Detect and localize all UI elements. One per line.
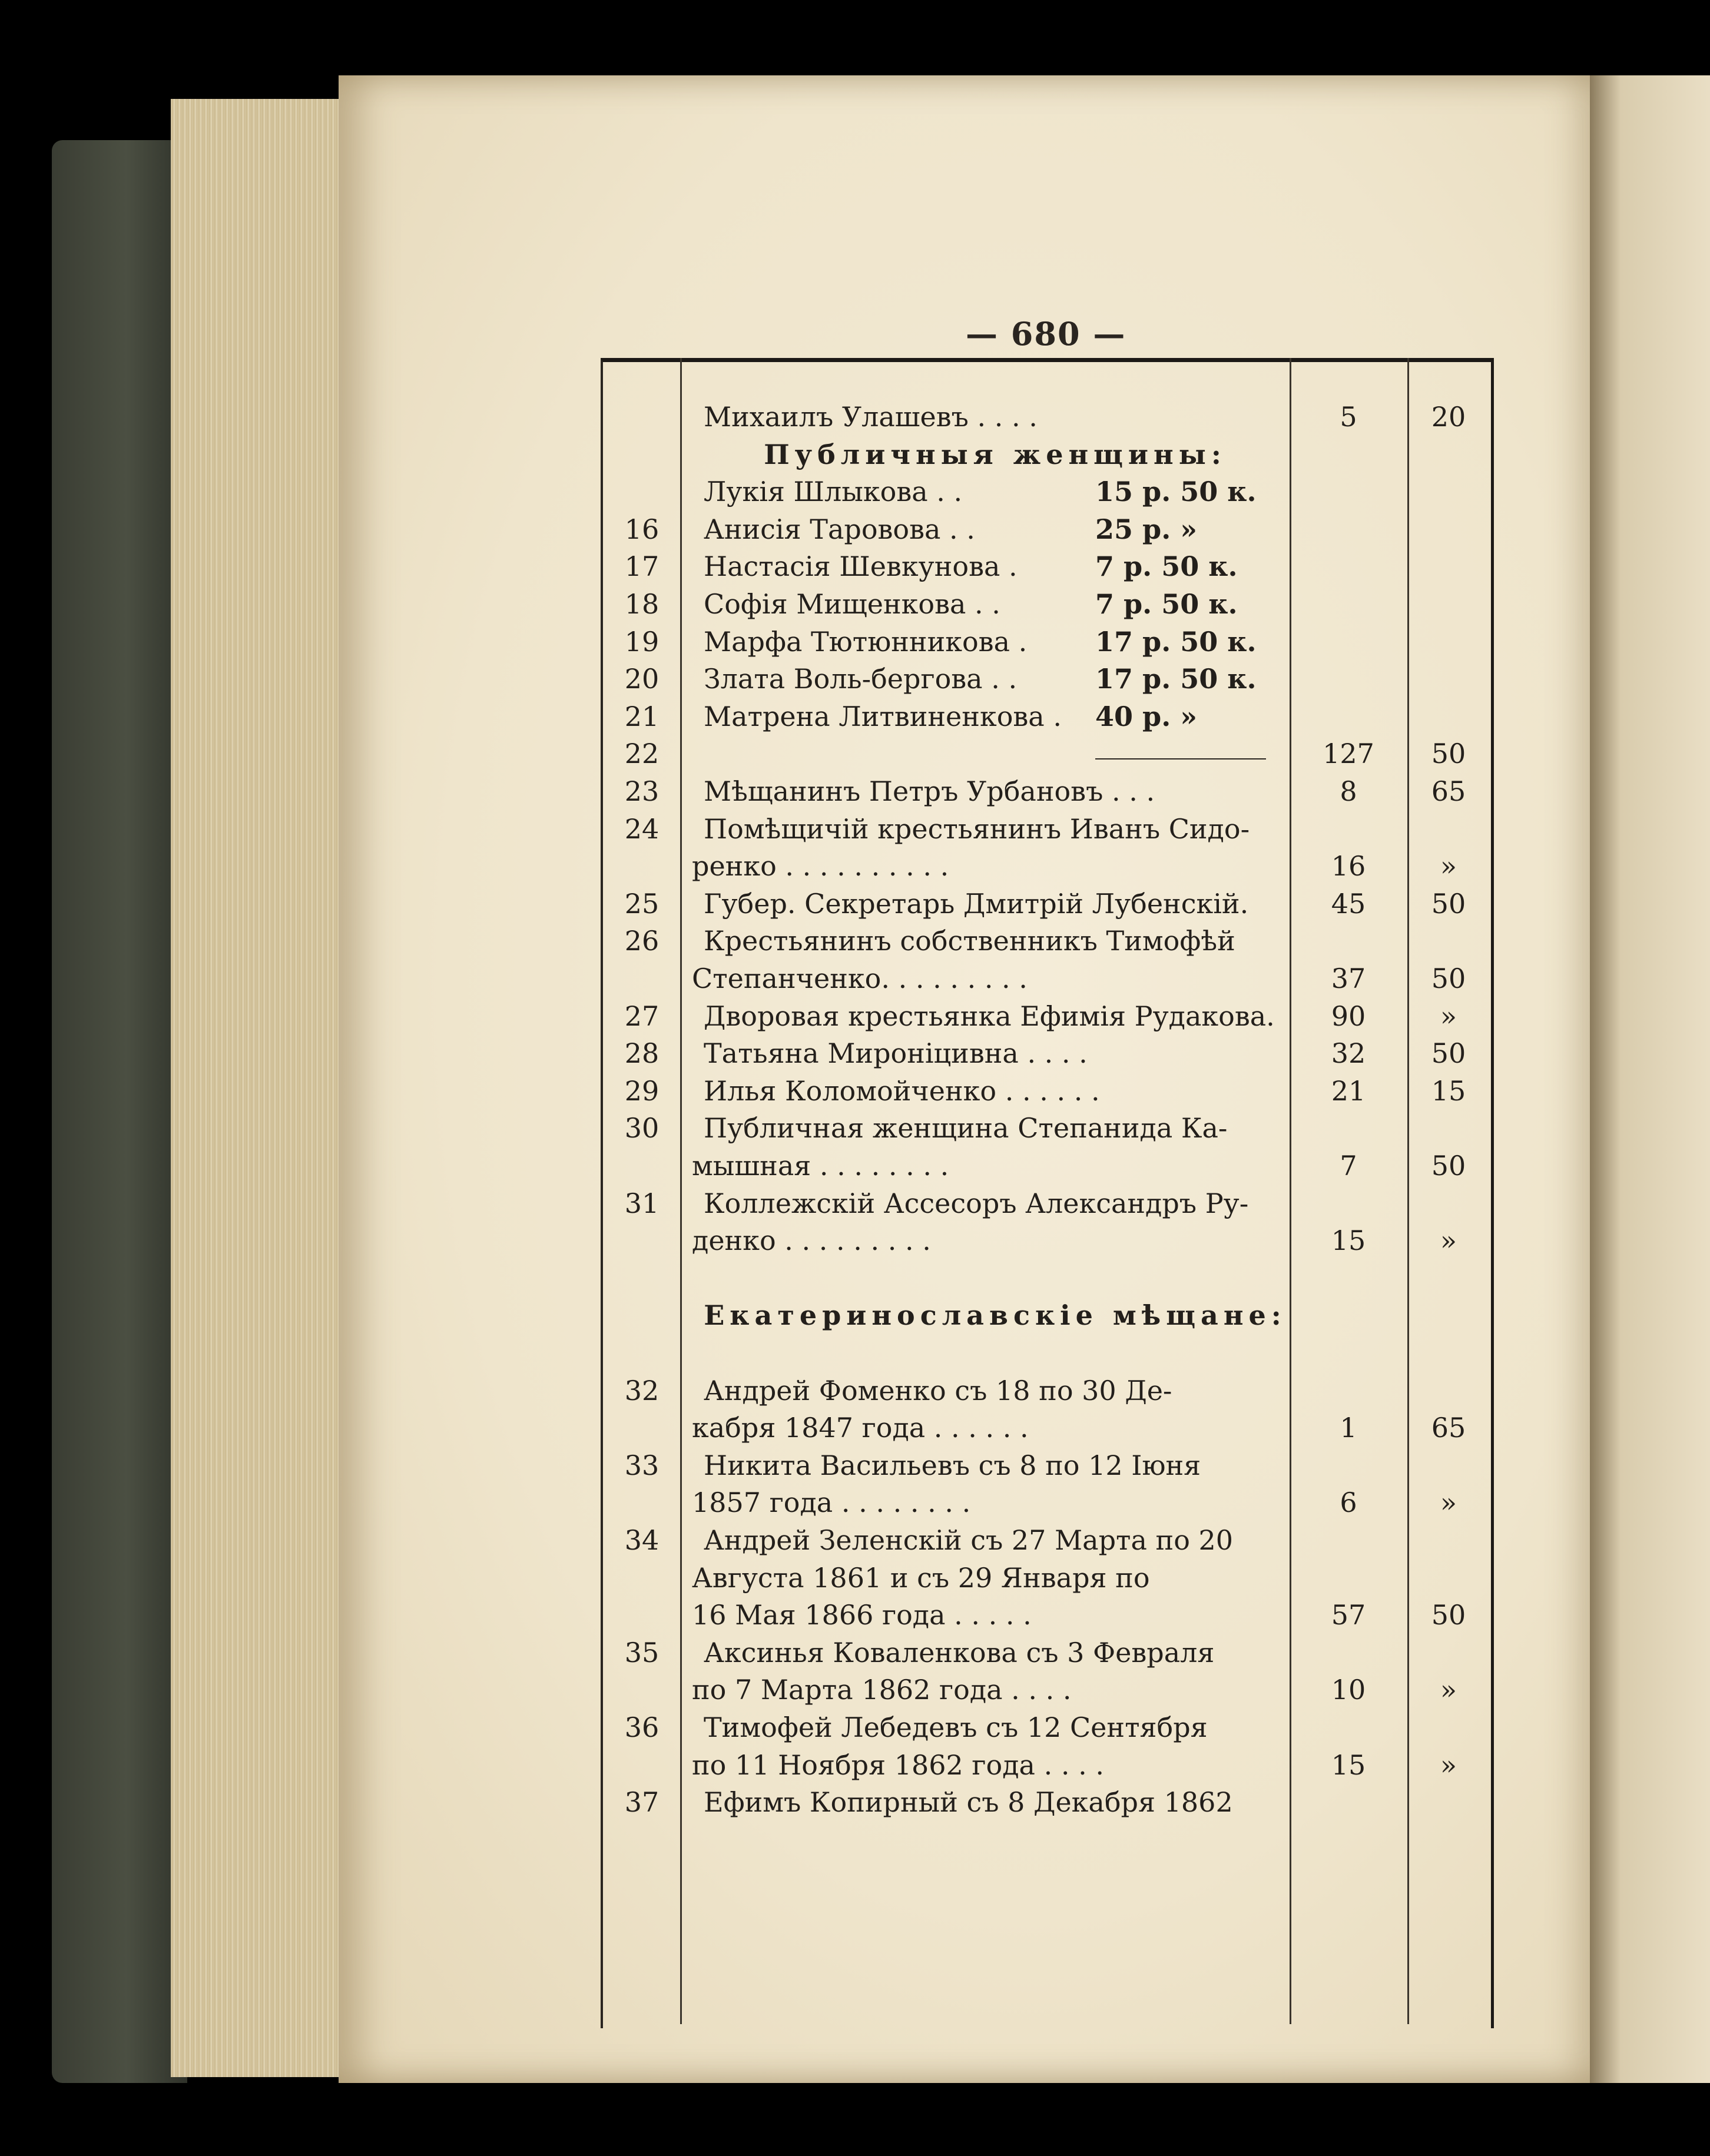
amount-kopecks: 50 bbox=[1431, 887, 1466, 920]
row-entry-name: кабря 1847 года . . . . . . bbox=[692, 1412, 1029, 1444]
amount-kopecks: 50 bbox=[1431, 1150, 1466, 1182]
bottom-margin bbox=[0, 2083, 1710, 2156]
amount-kopecks: 65 bbox=[1431, 1412, 1466, 1444]
row-entry-name: Аксинья Коваленкова съ 3 Февраля bbox=[704, 1636, 1215, 1669]
row-number: 28 bbox=[624, 1037, 660, 1070]
sub-amount: 17 р. 50 к. bbox=[1095, 663, 1257, 695]
amount-rubles: 32 bbox=[1331, 1037, 1366, 1070]
amount-rubles: 7 bbox=[1340, 1150, 1357, 1182]
row-number: 34 bbox=[624, 1524, 660, 1556]
row-entry-name: Андрей Зеленскій съ 27 Марта по 20 bbox=[704, 1524, 1234, 1556]
amount-rubles: 5 bbox=[1340, 401, 1357, 433]
row-number: 22 bbox=[624, 738, 660, 770]
amount-kopecks: 50 bbox=[1431, 738, 1466, 770]
amount-kopecks: 15 bbox=[1431, 1074, 1466, 1107]
row-entry-name: мышная . . . . . . . . bbox=[692, 1150, 949, 1182]
row-entry-name: Помѣщичій крестьянинъ Иванъ Сидо- bbox=[704, 812, 1250, 845]
row-number: 25 bbox=[624, 887, 660, 920]
amount-kopecks: 50 bbox=[1431, 1037, 1466, 1070]
section-heading: Екатеринославскіе мѣщане: bbox=[704, 1299, 1287, 1332]
row-entry-name: 16 Мая 1866 года . . . . . bbox=[692, 1599, 1032, 1631]
row-number: 19 bbox=[624, 625, 660, 658]
amount-kopecks: » bbox=[1440, 1225, 1457, 1257]
amount-rubles: 6 bbox=[1340, 1487, 1357, 1519]
amount-rubles: 10 bbox=[1331, 1674, 1366, 1706]
row-entry-name: Крестьянинъ собственникъ Тимофѣй bbox=[704, 925, 1235, 957]
row-entry-name: Злата Воль-бергова . . bbox=[704, 663, 1018, 695]
row-number: 30 bbox=[624, 1112, 660, 1145]
column-divider-kopecks bbox=[1407, 358, 1409, 2024]
amount-kopecks: 20 bbox=[1431, 401, 1466, 433]
column-divider-number bbox=[680, 358, 682, 2024]
amount-rubles: 8 bbox=[1340, 775, 1357, 807]
next-page-edge bbox=[1590, 75, 1710, 2083]
row-number: 31 bbox=[624, 1187, 660, 1219]
row-number: 33 bbox=[624, 1449, 660, 1481]
row-number: 20 bbox=[624, 663, 660, 695]
row-entry-name: Коллежскій Ассесоръ Александръ Ру- bbox=[704, 1187, 1249, 1219]
row-entry-name: Илья Коломойченко . . . . . . bbox=[704, 1074, 1100, 1107]
sub-amount: 17 р. 50 к. bbox=[1095, 625, 1257, 658]
sub-amount: 25 р. » bbox=[1095, 513, 1197, 545]
row-number: 16 bbox=[624, 513, 660, 545]
row-number: 27 bbox=[624, 1000, 660, 1032]
row-entry-name: Публичная женщина Степанида Ка- bbox=[704, 1112, 1228, 1145]
row-entry-name: Настасія Шевкунова . bbox=[704, 550, 1018, 583]
amount-kopecks: » bbox=[1440, 1674, 1457, 1706]
subtotal-rule bbox=[1095, 758, 1266, 759]
row-entry-name: ренко . . . . . . . . . . bbox=[692, 850, 949, 883]
amount-rubles: 16 bbox=[1331, 850, 1366, 883]
amount-rubles: 57 bbox=[1331, 1599, 1366, 1631]
row-entry-name: Ефимъ Копирный съ 8 Декабря 1862 bbox=[704, 1786, 1233, 1819]
row-entry-name: Лукія Шлыкова . . bbox=[704, 476, 963, 508]
row-number: 35 bbox=[624, 1636, 660, 1669]
amount-rubles: 37 bbox=[1331, 963, 1366, 994]
amount-kopecks: » bbox=[1440, 1487, 1457, 1519]
row-number: 17 bbox=[624, 550, 660, 583]
column-divider-rubles bbox=[1290, 358, 1291, 2024]
row-entry-name: Михаилъ Улашевъ . . . . bbox=[704, 401, 1038, 433]
section-heading: Публичныя женщины: bbox=[764, 438, 1227, 470]
amount-kopecks: » bbox=[1440, 1749, 1457, 1781]
amount-rubles: 15 bbox=[1331, 1225, 1366, 1257]
amount-rubles: 21 bbox=[1331, 1074, 1366, 1107]
row-entry-name: Марфа Тютюнникова . bbox=[704, 625, 1028, 658]
page-number: — 680 — bbox=[966, 315, 1126, 353]
amount-rubles: 45 bbox=[1331, 887, 1366, 920]
amount-kopecks: 50 bbox=[1431, 1599, 1466, 1631]
amount-kopecks: » bbox=[1440, 1000, 1457, 1032]
row-entry-name: Андрей Фоменко съ 18 по 30 Де- bbox=[704, 1374, 1172, 1407]
amount-rubles: 1 bbox=[1340, 1412, 1357, 1444]
row-entry-name: Татьяна Мироніцивна . . . . bbox=[704, 1037, 1088, 1070]
row-entry-name: Матрена Литвиненкова . bbox=[704, 700, 1062, 732]
sub-amount: 15 р. 50 к. bbox=[1095, 476, 1257, 508]
row-entry-name: денко . . . . . . . . . bbox=[692, 1225, 931, 1257]
row-number: 29 bbox=[624, 1074, 660, 1107]
page-edges bbox=[171, 99, 365, 2077]
row-entry-name: Анисія Таровова . . bbox=[704, 513, 975, 545]
amount-kopecks: 65 bbox=[1431, 775, 1466, 807]
amount-rubles: 90 bbox=[1331, 1000, 1366, 1032]
row-entry-name: Тимофей Лебедевъ съ 12 Сентября bbox=[704, 1711, 1208, 1743]
row-entry-name: Софія Мищенкова . . bbox=[704, 588, 1000, 620]
amount-kopecks: 50 bbox=[1431, 963, 1466, 994]
row-number: 26 bbox=[624, 925, 660, 957]
row-number: 36 bbox=[624, 1711, 660, 1743]
row-entry-name: 1857 года . . . . . . . . bbox=[692, 1487, 971, 1519]
row-number: 24 bbox=[624, 812, 660, 845]
amount-rubles: 127 bbox=[1323, 738, 1374, 770]
row-entry-name: Губер. Секретарь Дмитрій Лубенскій. bbox=[704, 887, 1249, 920]
amount-rubles: 15 bbox=[1331, 1749, 1366, 1781]
sub-amount: 7 р. 50 к. bbox=[1095, 588, 1238, 620]
row-entry-name: по 11 Ноября 1862 года . . . . bbox=[692, 1749, 1104, 1781]
row-number: 32 bbox=[624, 1374, 660, 1407]
row-entry-name: Дворовая крестьянка Ефимія Рудакова. bbox=[704, 1000, 1275, 1032]
row-number: 21 bbox=[624, 700, 660, 732]
row-entry-name: Никита Васильевъ съ 8 по 12 Іюня bbox=[704, 1449, 1201, 1481]
sub-amount: 40 р. » bbox=[1095, 700, 1197, 732]
row-entry-name: Мѣщанинъ Петръ Урбановъ . . . bbox=[704, 775, 1155, 807]
amount-kopecks: » bbox=[1440, 850, 1457, 883]
row-number: 18 bbox=[624, 588, 660, 620]
row-entry-name: Степанченко. . . . . . . . . bbox=[692, 963, 1028, 994]
row-number: 23 bbox=[624, 775, 660, 807]
row-number: 37 bbox=[624, 1786, 660, 1819]
row-entry-name: по 7 Марта 1862 года . . . . bbox=[692, 1674, 1072, 1706]
row-entry-name: Августа 1861 и съ 29 Января по bbox=[692, 1561, 1150, 1594]
book-cover bbox=[52, 140, 187, 2083]
sub-amount: 7 р. 50 к. bbox=[1095, 550, 1238, 583]
